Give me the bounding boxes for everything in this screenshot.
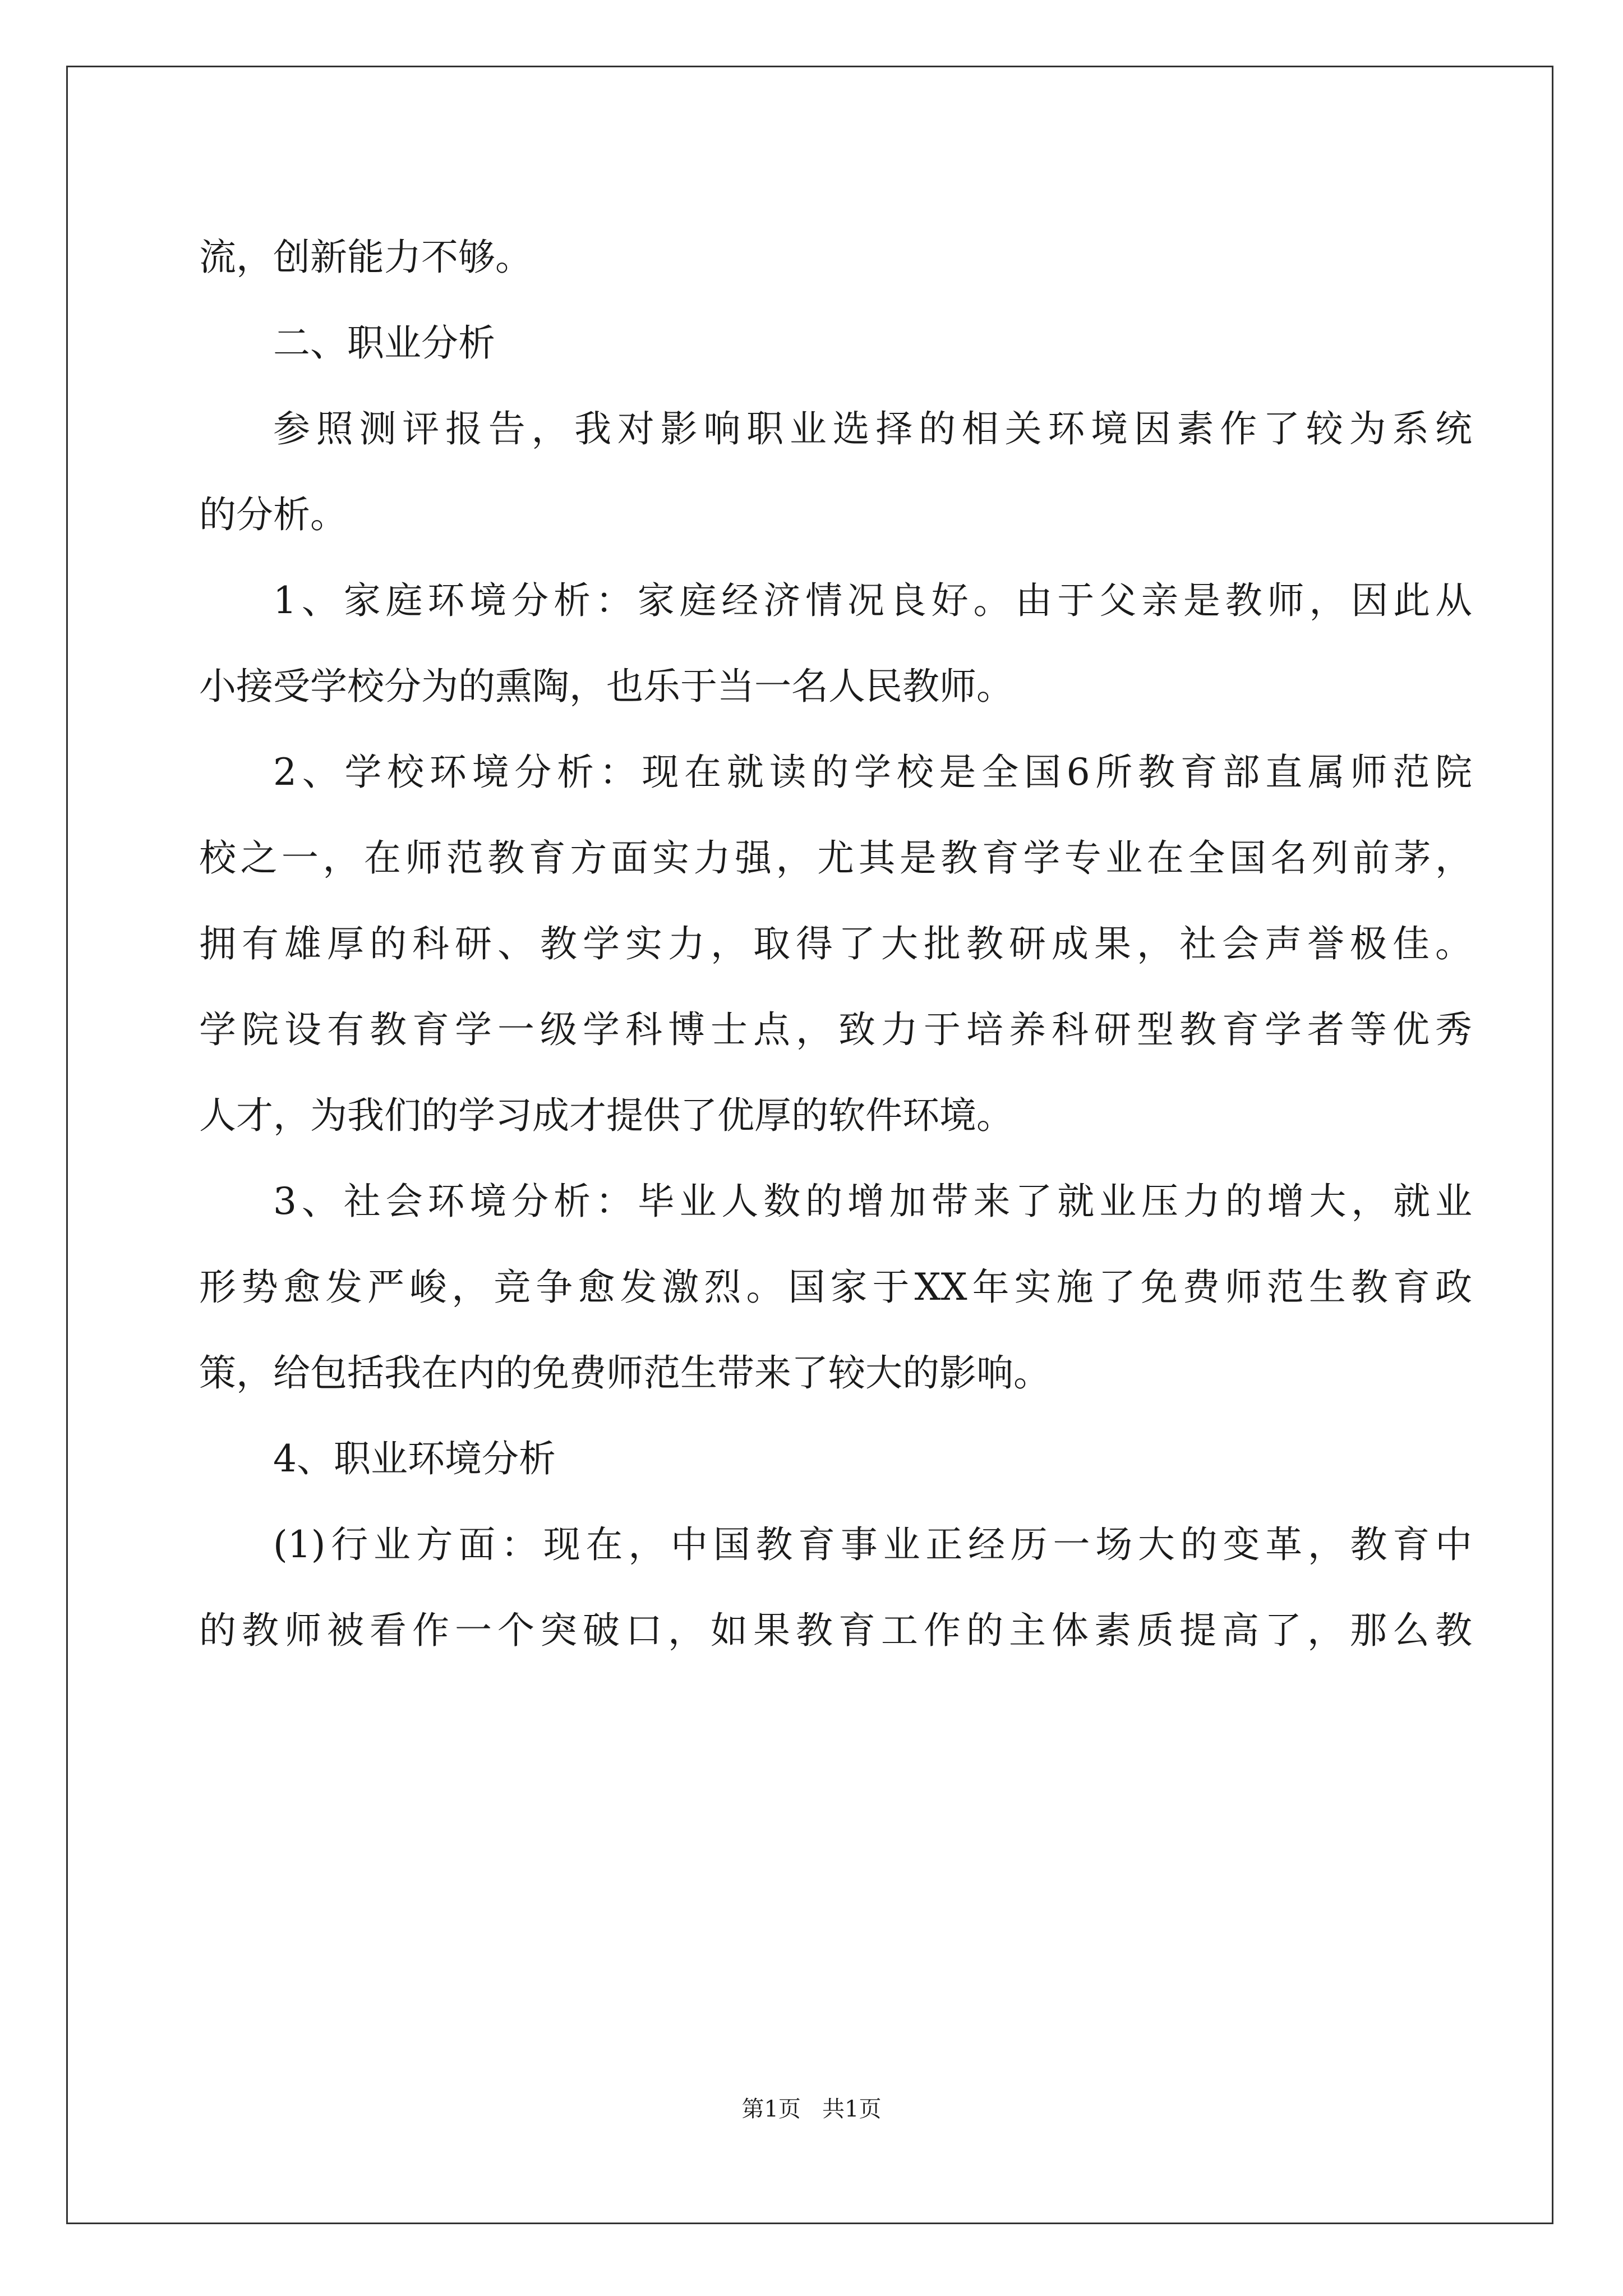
text-line: 拥有雄厚的科研、教学实力，取得了大批教研成果，社会声誉极佳。 <box>199 922 1472 965</box>
text-line: 形势愈发严峻，竞争愈发激烈。国家于XX年实施了免费师范生教育政 <box>199 1266 1472 1309</box>
text-line: 校之一，在师范教育方面实力强，尤其是教育学专业在全国名列前茅， <box>199 836 1472 880</box>
section-heading: 4、职业环境分析 <box>273 1437 556 1480</box>
text-line: 的分析。 <box>199 493 347 536</box>
text-line: (1)行业方面：现在，中国教育事业正经历一场大的变革，教育中 <box>273 1523 1472 1566</box>
document-body <box>199 214 1472 1673</box>
text-line: 的教师被看作一个突破口，如果教育工作的主体素质提高了，那么教 <box>199 1609 1472 1652</box>
text-line: 1、家庭环境分析：家庭经济情况良好。由于父亲是教师，因此从 <box>273 579 1472 622</box>
text-line: 学院设有教育学一级学科博士点，致力于培养科研型教育学者等优秀 <box>199 1008 1472 1051</box>
page-number: 第1页 共1页 <box>741 2096 882 2122</box>
section-heading: 二、职业分析 <box>273 321 495 365</box>
text-line: 人才，为我们的学习成才提供了优厚的软件环境。 <box>199 1094 1013 1137</box>
text-line: 流，创新能力不够。 <box>199 236 532 279</box>
text-line: 小接受学校分为的熏陶，也乐于当一名人民教师。 <box>199 665 1013 708</box>
text-line: 3、社会环境分析：毕业人数的增加带来了就业压力的增大，就业 <box>273 1180 1472 1223</box>
text-line: 参照测评报告，我对影响职业选择的相关环境因素作了较为系统 <box>273 407 1472 450</box>
text-line: 策，给包括我在内的免费师范生带来了较大的影响。 <box>199 1351 1050 1395</box>
text-line: 2、学校环境分析：现在就读的学校是全国6所教育部直属师范院 <box>273 751 1472 794</box>
